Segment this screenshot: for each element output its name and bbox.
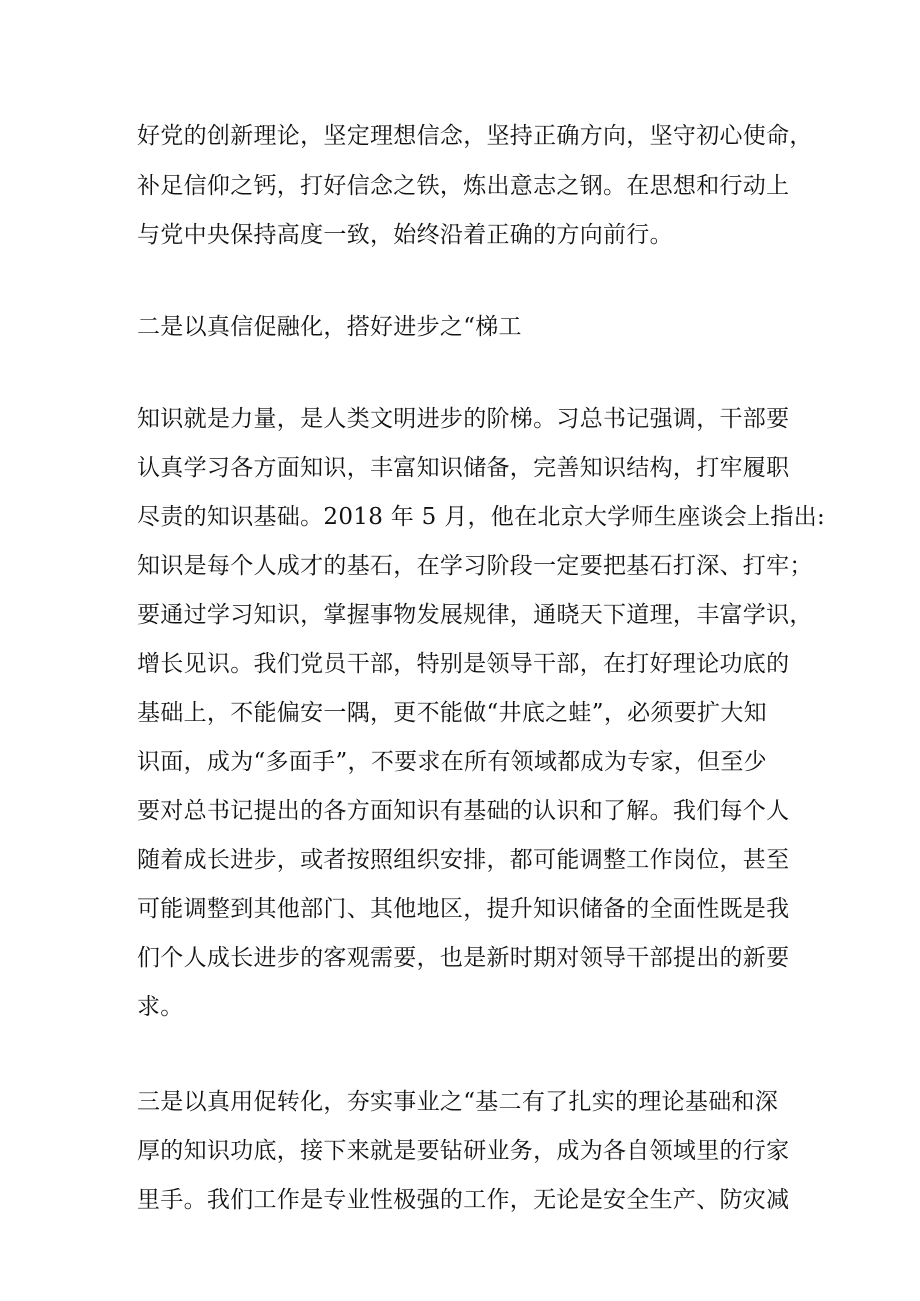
text-line: 要对总书记提出的各方面知识有基础的认识和了解。我们每个人 bbox=[137, 798, 790, 824]
text-line: 三是以真用促转化，夯实事业之“基二有了扎实的理论基础和深 bbox=[137, 1089, 779, 1115]
text-line: 可能调整到其他部门、其他地区，提升知识储备的全面性既是我 bbox=[137, 896, 790, 922]
text-line: 增长见识。我们党员干部，特别是领导干部，在打好理论功底的 bbox=[137, 651, 790, 677]
text-line: 们个人成长进步的客观需要，也是新时期对领导干部提出的新要 bbox=[137, 945, 790, 971]
text-line: 识面，成为“多面手”，不要求在所有领域都成为专家，但至少 bbox=[137, 749, 767, 775]
text-line: 与党中央保持高度一致，始终沿着正确的方向前行。 bbox=[137, 222, 673, 248]
text-line: 认真学习各方面知识，丰富知识储备，完善知识结构，打牢履职 bbox=[137, 455, 790, 481]
section-heading: 二是以真信促融化，搭好进步之“梯工 bbox=[137, 314, 522, 340]
text-line: 厚的知识功底，接下来就是要钻研业务，成为各自领域里的行家 bbox=[137, 1138, 790, 1164]
text-line: 里手。我们工作是专业性极强的工作，无论是安全生产、防灾减 bbox=[137, 1187, 790, 1213]
text-line: 基础上，不能偏安一隅，更不能做“井底之蛙”，必须要扩大知 bbox=[137, 700, 767, 726]
text-line: 尽责的知识基础。2018 年 5 月，他在北京大学师生座谈会上指出: bbox=[137, 504, 826, 530]
text-line: 求。 bbox=[137, 994, 184, 1020]
text-line: 随着成长进步，或者按照组织安排，都可能调整工作岗位，甚至 bbox=[137, 847, 790, 873]
text-line: 知识是每个人成才的基石，在学习阶段一定要把基石打深、打牢； bbox=[137, 553, 813, 579]
text-line: 补足信仰之钙，打好信念之铁，炼出意志之钢。在思想和行动上 bbox=[137, 173, 790, 199]
text-line: 知识就是力量，是人类文明进步的阶梯。习总书记强调，干部要 bbox=[137, 406, 790, 432]
text-line: 要通过学习知识，掌握事物发展规律，通晓天下道理，丰富学识， bbox=[137, 602, 813, 628]
text-line: 好党的创新理论，坚定理想信念，坚持正确方向，坚守初心使命， bbox=[137, 123, 813, 149]
